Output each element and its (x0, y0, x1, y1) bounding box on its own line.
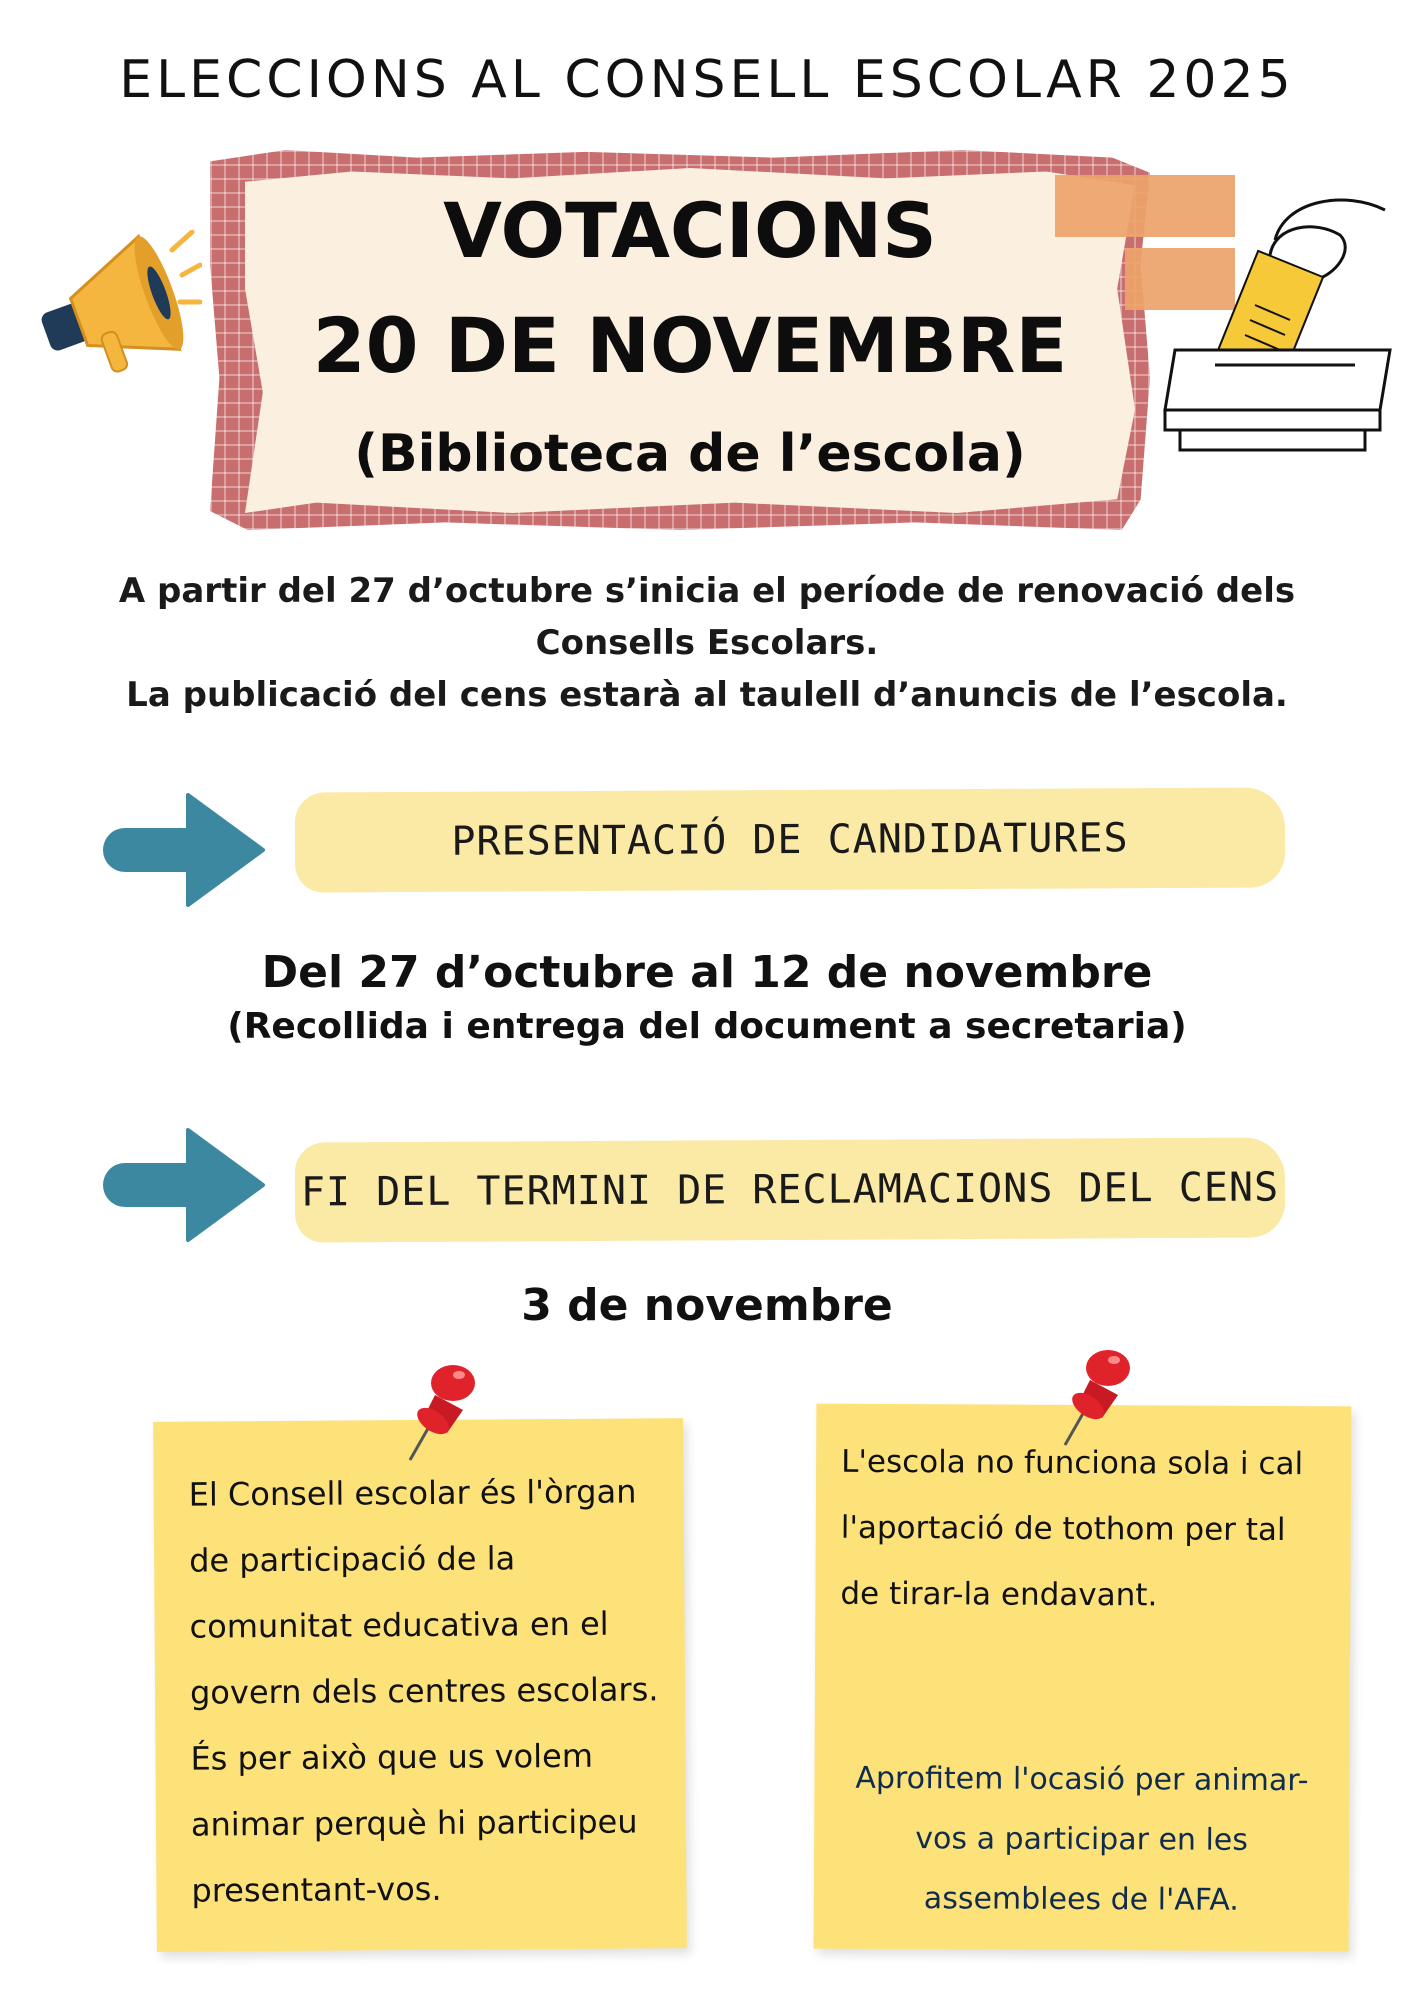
sticky-note-left (153, 1418, 687, 1952)
pushpin-icon (1060, 1340, 1140, 1450)
section-label-candidatures: PRESENTACIÓ DE CANDIDATURES (295, 787, 1286, 892)
banner-content (245, 168, 1135, 513)
banner-location: (Biblioteca de l’escola) (354, 424, 1026, 484)
arrow-right-icon (98, 1125, 268, 1245)
note-left-text: El Consell escolar és l'òrgan de participació de la comunitat educativa en el govern dels centres escolars. És per això que us volem animar perquè hi participeu presentant-vos. (188, 1472, 659, 1910)
note-right-text: L'escola no funciona sola i cal l'aportació de tothom per tal de tirar-la endavant. (840, 1443, 1304, 1614)
intro-line: A partir del 27 d’octubre s’inicia el període de renovació dels (118, 571, 1296, 611)
candidatures-note: (Recollida i entrega del document a secretaria) (227, 1006, 1187, 1047)
note-right-footer: Aprofitem l'ocasió per animar-vos a participar en les assemblees de l'AFA. (855, 1760, 1309, 1918)
intro-line: La publicació del cens estarà al taulell d’anuncis de l’escola. (126, 675, 1288, 715)
candidatures-date-range: Del 27 d’octubre al 12 de novembre (261, 947, 1153, 998)
pushpin-icon (405, 1355, 485, 1465)
intro-text (60, 565, 1354, 721)
section-label-reclamacions: FI DEL TERMINI DE RECLAMACIONS DEL CENS (295, 1137, 1286, 1242)
intro-line: Consells Escolars. (535, 623, 879, 663)
ballot-box-icon (1155, 180, 1395, 460)
candidatures-dates (0, 945, 1414, 1053)
arrow-right-icon (98, 790, 268, 910)
page-title: ELECCIONS AL CONSELL ESCOLAR 2025 (119, 50, 1295, 110)
banner-date: 20 DE NOVEMBRE (312, 301, 1068, 390)
banner-heading: VOTACIONS (443, 186, 937, 275)
reclamacions-date: 3 de novembre (521, 1280, 893, 1331)
megaphone-icon (22, 230, 202, 390)
sticky-note-right (814, 1404, 1352, 1952)
